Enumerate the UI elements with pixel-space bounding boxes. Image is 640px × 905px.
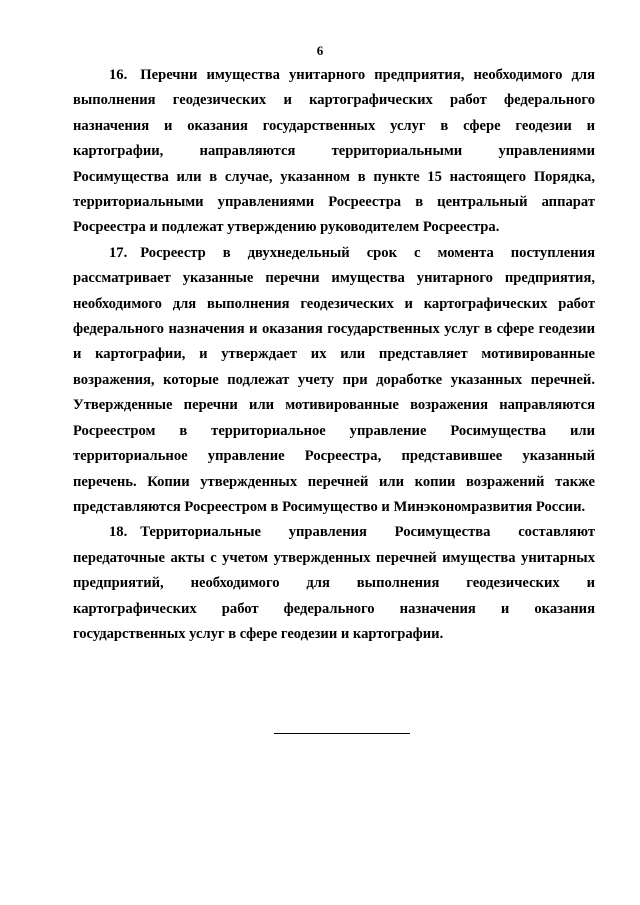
paragraph-number: 18. (109, 524, 128, 541)
paragraph-18 (73, 520, 595, 647)
page-number: 6 (316, 43, 324, 58)
paragraph-number: 16. (109, 67, 128, 83)
paragraph-number: 17. (109, 244, 128, 261)
paragraph-text: Перечни имущества унитарного предприятия, необходимого для выполнения геодезических и картографических работ федерального назначения и оказания государственных услуг в сфере геодезии и картографии, направляются территориальными управлениями Росимущества или в случае, указанном в пункте 15 настоящего Порядка, территориальными управлениями Росреестра в центральный аппарат Росреестра и подлежат утверждению руководителем Росреестра. (73, 67, 595, 236)
paragraph-text: Территориальные управления Росимущества составляют передаточные акты с учетом утвержденных перечней имущества унитарных предприятий, необходимого для выполнения геодезических и картографических работ федерального назначения и оказания государственных услуг в сфере геодезии и картографии. (73, 524, 595, 642)
end-of-document-rule (274, 733, 410, 734)
paragraph-text: Росреестр в двухнедельный срок с момента поступления рассматривает указанные перечни имущества унитарного предприятия, необходимого для выполнения геодезических и картографических работ федерального назначения и оказания государственных услуг в сфере геодезии и картографии, и утверждает их или представляет мотивированные возражения, которые подлежат учету при доработке указанных перечней. Утвержденные перечни или мотивированные возражения направляются Росреестром в территориальное управление Росимущества или территориальное управление Росреестра, представившее указанный перечень. Копии утвержденных перечней или копии возражений также представляются Росреестром в Росимущество и Минэкономразвития России. (73, 244, 595, 515)
paragraph-17 (73, 241, 595, 520)
document-body (73, 63, 595, 647)
paragraph-16 (73, 63, 595, 241)
